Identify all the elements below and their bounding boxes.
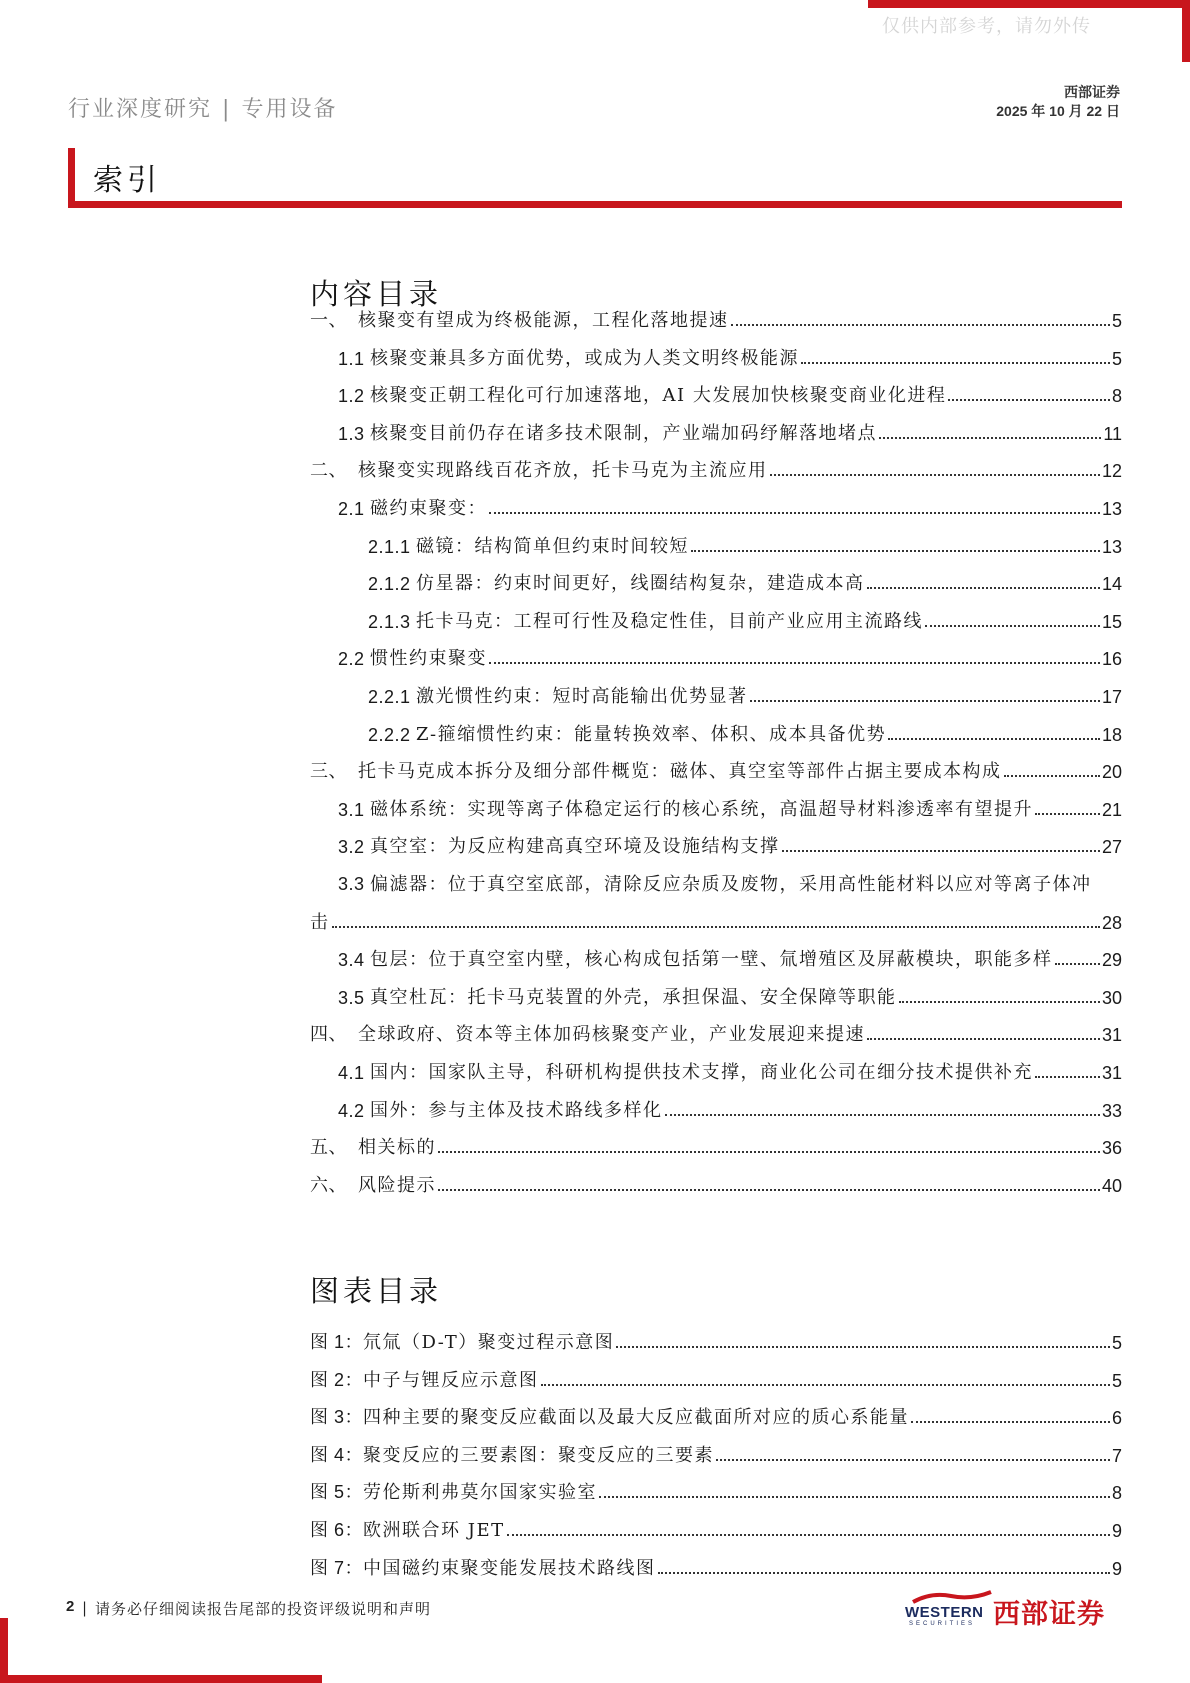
leader-dots — [716, 1459, 1110, 1461]
toc-entry — [338, 1096, 1122, 1122]
entry-number: 3.5 — [338, 987, 371, 1008]
entry-page-number: 7 — [1111, 1445, 1122, 1466]
toc-entry — [338, 983, 1122, 1009]
entry-title: 磁镜：结构简单但约束时间较短 — [416, 535, 690, 557]
entry-title: 真空室：为反应构建高真空环境及设施结构支撑 — [370, 836, 780, 858]
entry-page-number: 17 — [1101, 687, 1122, 707]
leader-dots — [489, 512, 1100, 514]
entry-title: 核聚变有望成为终极能源，工程化落地提速 — [358, 310, 729, 331]
entry-number: 二、 — [310, 460, 359, 481]
entry-page-number: 9 — [1111, 1521, 1122, 1541]
leader-dots — [1055, 963, 1100, 965]
leader-dots — [665, 1114, 1100, 1116]
entry-page-number: 28 — [1101, 912, 1122, 933]
leader-dots — [879, 437, 1101, 439]
toc-entry — [310, 1171, 1122, 1197]
entry-number: 五、 — [310, 1137, 359, 1158]
entry-number: 图 4： — [310, 1444, 364, 1465]
watermark: 仅供内部参考，请勿外传 — [882, 16, 1091, 37]
entry-number: 2.1.2 — [368, 574, 417, 595]
entry-number: 2.2.1 — [368, 687, 417, 707]
entry-page-number: 5 — [1111, 311, 1122, 331]
entry-page-number: 31 — [1101, 1063, 1122, 1083]
leader-dots — [1004, 775, 1100, 777]
toc-entry — [338, 795, 1122, 821]
entry-page-number: 11 — [1103, 423, 1122, 444]
corner-mark-top-vertical — [1182, 0, 1190, 62]
toc-entry — [338, 494, 1122, 520]
entry-number: 3.2 — [338, 837, 371, 858]
toc-entry — [338, 870, 1122, 896]
index-accent-bar — [68, 148, 75, 208]
industry-label: 专用设备 — [241, 97, 338, 122]
leader-dots — [770, 474, 1100, 476]
figure-entry — [310, 1441, 1122, 1467]
entry-title: 欧洲联合环 JET — [363, 1520, 505, 1541]
corner-mark-bottom-vertical — [0, 1618, 8, 1683]
figure-entry — [310, 1328, 1122, 1354]
figure-list-title: 图表目录 — [310, 1274, 443, 1308]
entry-number: 图 1： — [310, 1332, 364, 1352]
entry-page-number: 40 — [1101, 1175, 1122, 1196]
entry-title: 中子与锂反应示意图 — [363, 1369, 539, 1391]
leader-dots — [750, 700, 1100, 702]
figure-entry — [310, 1366, 1122, 1392]
leader-dots — [691, 550, 1100, 552]
entry-number: 2.2 — [338, 649, 371, 670]
toc-entry — [368, 607, 1122, 633]
entry-number: 三、 — [310, 761, 359, 782]
toc-entry — [310, 456, 1122, 482]
entry-title: 托卡马克：工程可行性及稳定性佳，目前产业应用主流路线 — [416, 610, 924, 632]
leader-dots — [1035, 813, 1100, 815]
entry-title-continued: 击 — [310, 911, 330, 933]
toc-entry — [368, 569, 1122, 595]
entry-number: 2.1 — [338, 499, 371, 519]
entry-page-number: 9 — [1111, 1558, 1122, 1579]
entry-title: 惯性约束聚变 — [370, 648, 488, 670]
entry-number: 2.1.3 — [368, 611, 417, 632]
toc-entry — [368, 720, 1122, 746]
toc-entry — [310, 1133, 1122, 1159]
leader-dots — [507, 1534, 1110, 1536]
entry-number: 2.2.2 — [368, 724, 417, 745]
leader-dots — [948, 399, 1110, 401]
toc-entry — [310, 306, 1122, 332]
entry-title: 磁约束聚变： — [370, 498, 488, 519]
index-divider — [68, 201, 1122, 208]
entry-title: 真空杜瓦：托卡马克装置的外壳，承担保温、安全保障等职能 — [370, 986, 897, 1008]
figure-entry — [310, 1516, 1122, 1542]
entry-title: 中国磁约束聚变能发展技术路线图 — [363, 1557, 656, 1579]
header-brand: 西部证券 — [1064, 85, 1120, 101]
leader-dots — [925, 625, 1100, 627]
footer-page-number: 2 — [66, 1598, 75, 1615]
entry-page-number: 13 — [1101, 499, 1122, 519]
header-separator: | — [222, 97, 232, 122]
entry-page-number: 5 — [1111, 348, 1122, 369]
figure-entry — [310, 1554, 1122, 1580]
toc-entry — [368, 532, 1122, 558]
entry-title: 核聚变兼具多方面优势，或成为人类文明终极能源 — [370, 347, 800, 369]
entry-title: 核聚变实现路线百花齐放，托卡马克为主流应用 — [358, 460, 768, 482]
leader-dots — [658, 1572, 1110, 1574]
logo-subtitle: SECURITIES — [909, 1621, 976, 1627]
entry-title: 国内：国家队主导，科研机构提供技术支撑，商业化公司在细分技术提供补充 — [370, 1062, 1034, 1083]
entry-page-number: 15 — [1101, 611, 1122, 632]
entry-page-number: 5 — [1111, 1333, 1122, 1353]
toc-entry — [338, 381, 1122, 407]
toc-entry — [338, 419, 1122, 445]
index-title: 索引 — [93, 163, 161, 198]
entry-number: 2.1.1 — [368, 536, 417, 557]
entry-number: 四、 — [310, 1024, 359, 1045]
entry-number: 3.3 — [338, 874, 371, 894]
entry-page-number: 33 — [1101, 1100, 1122, 1121]
leader-dots — [911, 1421, 1110, 1423]
entry-page-number: 12 — [1101, 461, 1122, 482]
leader-dots — [599, 1496, 1110, 1498]
leader-dots — [867, 1038, 1100, 1040]
entry-title: 包层：位于真空室内壁，核心构成包括第一壁、氚增殖区及屏蔽模块，职能多样 — [370, 949, 1053, 971]
entry-title: 风险提示 — [358, 1174, 437, 1196]
logo-english: WESTERN — [905, 1604, 984, 1621]
footer-disclaimer: 请务必仔细阅读报告尾部的投资评级说明和声明 — [95, 1600, 432, 1618]
toc-entry — [368, 682, 1122, 708]
entry-page-number: 14 — [1101, 574, 1122, 595]
leader-dots — [438, 1189, 1100, 1191]
entry-page-number: 8 — [1111, 1483, 1122, 1504]
toc-entry — [338, 832, 1122, 858]
header-category — [68, 92, 337, 123]
entry-number: 六、 — [310, 1174, 359, 1195]
leader-dots — [438, 1151, 1100, 1153]
entry-title: 全球政府、资本等主体加码核聚变产业，产业发展迎来提速 — [358, 1024, 866, 1046]
leader-dots — [888, 738, 1100, 740]
toc-entry — [310, 757, 1122, 783]
entry-number: 图 2： — [310, 1369, 364, 1390]
entry-title: Z-箍缩惯性约束：能量转换效率、体积、成本具备优势 — [416, 723, 887, 745]
entry-number: 图 3： — [310, 1407, 364, 1428]
leader-dots — [332, 926, 1100, 928]
toc-entry — [338, 945, 1122, 971]
entry-title: 核聚变正朝工程化可行加速落地，AI 大发展加快核聚变商业化进程 — [370, 385, 947, 407]
entry-title: 磁体系统：实现等离子体稳定运行的核心系统，高温超导材料渗透率有望提升 — [370, 798, 1034, 820]
category-label: 行业深度研究 — [68, 97, 213, 122]
toc-entry — [338, 644, 1122, 670]
company-logo — [905, 1588, 1120, 1634]
entry-page-number: 27 — [1101, 837, 1122, 858]
entry-page-number: 18 — [1101, 724, 1122, 745]
logo-swoosh-icon — [911, 1590, 993, 1604]
toc-entry — [310, 1020, 1122, 1046]
entry-page-number: 20 — [1101, 762, 1122, 783]
logo-chinese: 西部证券 — [993, 1599, 1105, 1630]
entry-page-number: 31 — [1101, 1025, 1122, 1046]
toc-title: 内容目录 — [310, 277, 443, 311]
entry-title: 仿星器：约束时间更好，线圈结构复杂，建造成本高 — [416, 573, 865, 595]
leader-dots — [541, 1384, 1110, 1386]
toc-entry-continued — [310, 908, 1122, 934]
entry-page-number: 6 — [1111, 1408, 1122, 1429]
leader-dots — [801, 362, 1110, 364]
corner-mark-top-horizontal — [868, 0, 1190, 8]
entry-page-number: 13 — [1101, 536, 1122, 557]
entry-title: 聚变反应的三要素图：聚变反应的三要素 — [363, 1444, 715, 1466]
entry-page-number: 29 — [1101, 950, 1122, 971]
toc-entry — [338, 344, 1122, 370]
entry-number: 4.2 — [338, 1100, 371, 1121]
entry-title: 相关标的 — [358, 1137, 437, 1159]
leader-dots — [489, 662, 1100, 664]
leader-dots — [867, 587, 1100, 589]
entry-number: 4.1 — [338, 1063, 371, 1083]
toc-entry — [338, 1058, 1122, 1084]
entry-number: 一、 — [310, 310, 359, 330]
entry-page-number: 16 — [1101, 649, 1122, 670]
entry-title: 激光惯性约束：短时高能输出优势显著 — [416, 686, 748, 707]
entry-number: 图 6： — [310, 1520, 364, 1540]
entry-number: 3.4 — [338, 950, 371, 971]
figure-entry — [310, 1403, 1122, 1429]
entry-title: 劳伦斯利弗莫尔国家实验室 — [363, 1482, 598, 1504]
entry-title: 托卡马克成本拆分及细分部件概览：磁体、真空室等部件占据主要成本构成 — [358, 761, 1002, 783]
entry-title: 核聚变目前仍存在诸多技术限制，产业端加码纾解落地堵点 — [370, 422, 878, 444]
leader-dots — [899, 1001, 1100, 1003]
entry-number: 1.1 — [338, 348, 371, 369]
corner-mark-bottom-horizontal — [0, 1675, 322, 1683]
header-date: 2025 年 10 月 22 日 — [996, 103, 1120, 119]
entry-title: 氘氚（D-T）聚变过程示意图 — [363, 1332, 615, 1353]
footer-separator: | — [82, 1599, 88, 1617]
entry-number: 1.2 — [338, 386, 371, 407]
figure-entry — [310, 1478, 1122, 1504]
entry-number: 图 7： — [310, 1557, 364, 1578]
entry-page-number: 30 — [1101, 987, 1122, 1008]
leader-dots — [616, 1346, 1110, 1348]
entry-page-number: 21 — [1101, 799, 1122, 820]
entry-title: 偏滤器：位于真空室底部，清除反应杂质及废物，采用高性能材料以应对等离子体冲 — [370, 874, 1092, 895]
entry-number: 图 5： — [310, 1482, 364, 1503]
entry-page-number: 5 — [1111, 1370, 1122, 1391]
entry-title: 国外：参与主体及技术路线多样化 — [370, 1099, 663, 1121]
leader-dots — [731, 324, 1110, 326]
leader-dots — [1035, 1076, 1100, 1078]
entry-title: 四种主要的聚变反应截面以及最大反应截面所对应的质心系能量 — [363, 1407, 910, 1429]
entry-page-number: 36 — [1101, 1138, 1122, 1159]
entry-number: 3.1 — [338, 799, 371, 820]
entry-number: 1.3 — [338, 423, 371, 444]
entry-page-number: 8 — [1111, 386, 1122, 407]
leader-dots — [782, 850, 1100, 852]
